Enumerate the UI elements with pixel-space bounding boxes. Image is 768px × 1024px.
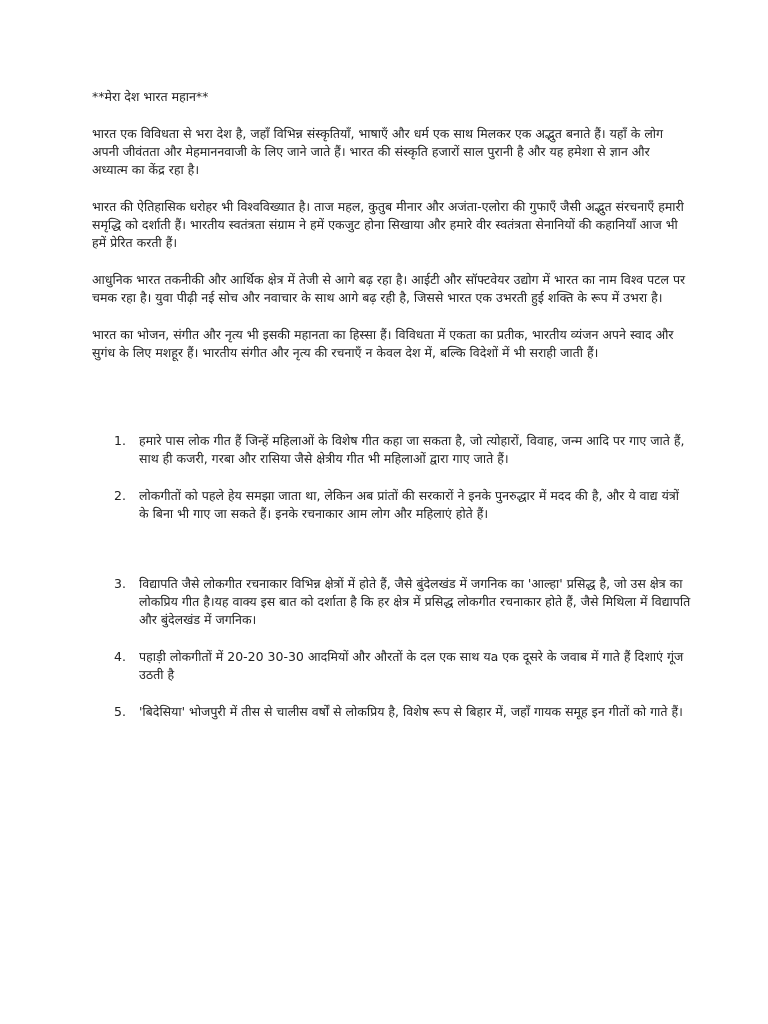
list-number: 2. bbox=[114, 488, 126, 503]
list-item-text: पहाड़ी लोकगीतों में 20-20 30-30 आदमियों और औरतों के दल एक साथ यa एक दूसरे के जवाब में गाते हैं दिशाएं गूंज उठती है bbox=[139, 649, 684, 682]
document-title: **मेरा देश भारत महान** bbox=[92, 89, 209, 104]
paragraph-culture: भारत का भोजन, संगीत और नृत्य भी इसकी महानता का हिस्सा हैं। विविधता में एकता का प्रतीक, भारतीय व्यंजन अपने स्वाद और सुगंध के लिए मशहूर हैं। भारतीय संगीत और नृत्य की रचनाएँ न केवल देश में, बल्कि विदेशों में भी सराही जाती हैं। bbox=[92, 327, 674, 360]
list-item bbox=[92, 487, 692, 523]
list-item bbox=[92, 648, 692, 684]
paragraph-heritage: भारत की ऐतिहासिक धरोहर भी विश्वविख्यात है। ताज महल, कुतुब मीनार और अजंता-एलोरा की गुफाएँ जैसी अद्भुत संरचनाएँ हमारी समृद्धि को दर्शाती हैं। भारतीय स्वतंत्रता संग्राम ने हमें एकजुट होना सिखाया और हमारे वीर स्वतंत्रता सेनानियों की कहानियाँ आज भी हमें प्रेरित करती हैं। bbox=[92, 199, 684, 250]
list-item bbox=[92, 575, 692, 629]
spacer bbox=[92, 381, 688, 432]
list-item-text: विद्यापति जैसे लोकगीत रचनाकार विभिन्न क्षेत्रों में होते हैं, जैसे बुंदेलखंड में जगनिक का 'आल्हा' प्रसिद्ध है, जो उस क्षेत्र का लोकप्रिय गीत है।यह वाक्य इस बात को दर्शाता है कि हर क्षेत्र में प्रसिद्ध लोकगीत रचनाकार होते हैं, जैसे मिथिला में विद्यापति और बुंदेलखंड में जगनिक। bbox=[139, 576, 691, 627]
list-number: 5. bbox=[114, 704, 126, 719]
paragraph-intro: भारत एक विविधता से भरा देश है, जहाँ विभिन्न संस्कृतियाँ, भाषाएँ और धर्म एक साथ मिलकर एक अद्भुत बनाते हैं। यहाँ के लोग अपनी जीवंतता और मेहमाननवाजी के लिए जाने जाते हैं। भारत की संस्कृति हजारों साल पुरानी है और यह हमेशा से ज्ञान और अध्यात्म का केंद्र रहा है। bbox=[92, 126, 664, 177]
list-number: 1. bbox=[114, 433, 126, 448]
numbered-list bbox=[92, 432, 691, 721]
paragraph-modern-india: आधुनिक भारत तकनीकी और आर्थिक क्षेत्र में तेजी से आगे बढ़ रहा है। आईटी और सॉफ्टवेयर उद्योग में भारत का नाम विश्व पटल पर चमक रहा है। युवा पीढ़ी नई सोच और नवाचार के साथ आगे बढ़ रही है, जिससे भारत एक उभरती हुई शक्ति के रूप में उभरा है। bbox=[92, 272, 686, 305]
list-item-text: 'बिदेसिया' भोजपुरी में तीस से चालीस वर्षों से लोकप्रिय है, विशेष रूप से बिहार में, जहाँ गायक समूह इन गीतों को गाते हैं। bbox=[139, 704, 683, 719]
list-item-text: लोकगीतों को पहले हेय समझा जाता था, लेकिन अब प्रांतों की सरकारों ने इनके पुनरुद्धार में मदद की है, और ये वाद्य यंत्रों के बिना भी गाए जा सकते हैं। इनके रचनाकार आम लोग और महिलाएं होते हैं। bbox=[139, 488, 679, 521]
list-number: 4. bbox=[114, 649, 126, 664]
list-item bbox=[92, 432, 692, 468]
list-item bbox=[92, 703, 692, 721]
list-number: 3. bbox=[114, 576, 126, 591]
list-item-text: हमारे पास लोक गीत हैं जिन्हें महिलाओं के विशेष गीत कहा जा सकता है, जो त्योहारों, विवाह, जन्म आदि पर गाए जाते हैं, साथ ही कजरी, गरबा और रासिया जैसे क्षेत्रीय गीत भी महिलाओं द्वारा गाए जाते हैं। bbox=[139, 433, 685, 466]
